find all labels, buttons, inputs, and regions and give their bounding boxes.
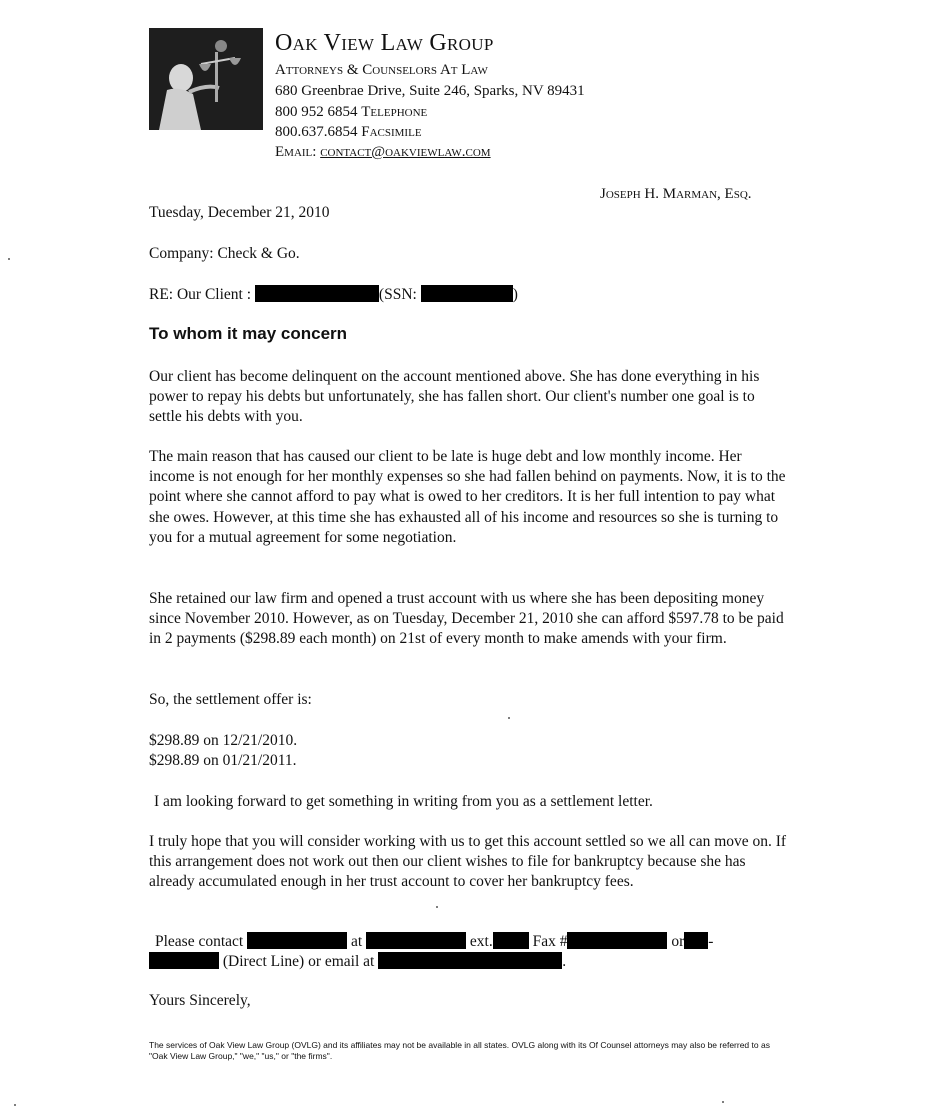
firm-phone-label: Telephone (361, 104, 428, 120)
scan-speck (436, 906, 438, 908)
contact-email-redaction (378, 952, 562, 969)
contact-or: or (671, 933, 685, 950)
offer-intro: So, the settlement offer is: (149, 691, 312, 708)
firm-address: 680 Greenbrae Drive, Suite 246, Sparks, NV 89431 (275, 83, 585, 99)
scan-speck (8, 258, 10, 260)
attorney-name: Joseph H. Marman, Esq. (600, 186, 752, 202)
firm-fax-line (275, 122, 422, 142)
payment-1: $298.89 on 12/21/2010. (149, 732, 298, 749)
lady-justice-icon (149, 28, 263, 130)
firm-email-line (275, 142, 491, 162)
contact-line-1 (155, 932, 775, 952)
firm-tagline: Attorneys & Counselors At Law (275, 62, 488, 78)
contact-ext-redaction (493, 932, 529, 949)
paragraph-4: I am looking forward to get something in writing from you as a settlement letter. (154, 793, 653, 810)
firm-name: Oak View Law Group (275, 30, 494, 56)
contact-direct-label: (Direct Line) or email at (222, 953, 375, 970)
payment-2: $298.89 on 01/21/2011. (149, 752, 297, 769)
paragraph-5: I truly hope that you will consider working with us to get this account settled so we all can move on. If this arrangement does not work out then our client wishes to file for bankruptcy because she has already accumulated enough in her trust account to cover her bankruptcy fees. (149, 833, 787, 891)
firm-phone-line (275, 102, 427, 122)
firm-fax: 800.637.6854 (275, 124, 358, 140)
firm-fax-label: Facsimile (361, 124, 422, 140)
contact-name-redaction (247, 932, 347, 949)
ssn-redaction (421, 285, 513, 302)
firm-phone: 800 952 6854 (275, 104, 358, 120)
salutation: To whom it may concern (149, 324, 348, 343)
contact-ext: ext. (469, 933, 493, 950)
contact-at: at (350, 933, 363, 950)
client-name-redaction (255, 285, 379, 302)
re-prefix: RE: Our Client : (149, 286, 252, 303)
contact-please: Please contact (155, 933, 244, 950)
contact-period: . (562, 953, 567, 970)
firm-email-label: Email: (275, 144, 317, 160)
re-line (149, 285, 789, 305)
letter-date: Tuesday, December 21, 2010 (149, 204, 330, 221)
scan-speck (508, 717, 510, 719)
contact-phone-redaction (366, 932, 466, 949)
contact-dash: - (708, 933, 714, 950)
paragraph-1: Our client has become delinquent on the account mentioned above. She has done everything in his power to repay his debts but unfortunately, she has fallen short. Our client's number one goal is to settle his debts with you. (149, 368, 760, 426)
re-ssn-label: (SSN: (378, 286, 417, 303)
closing: Yours Sincerely, (149, 992, 251, 1009)
paragraph-2: The main reason that has caused our client to be late is huge debt and low monthly income. Her income is not enough for her monthly expenses so she had fallen behind on payments. Now, it is to the point where she cannot afford to pay what is owed to her creditors. It is her full intention to pay what she owes. However, at this time she has exhausted all of his income and resources so she is turning to you for a mutual agreement for some negotiation. (149, 448, 786, 546)
contact-fax-label: Fax # (532, 933, 568, 950)
firm-email-link[interactable]: contact@oakviewlaw.com (320, 144, 491, 160)
contact-fax-redaction (567, 932, 667, 949)
re-close: ) (512, 286, 518, 303)
contact-line-2 (149, 952, 789, 972)
firm-logo-image (149, 28, 263, 130)
contact-direct-redaction-a (684, 932, 708, 949)
paragraph-3: She retained our law firm and opened a trust account with us where she has been depositing money since November 2010. However, as on Tuesday, December 21, 2010 she can afford $597.78 to be paid in 2 payments ($298.89 each month) on 21st of every month to make amends with your firm. (149, 590, 784, 648)
company-line: Company: Check & Go. (149, 245, 300, 262)
scan-speck (14, 1104, 16, 1106)
scan-speck (722, 1101, 724, 1103)
contact-direct-redaction-b (149, 952, 219, 969)
footer-disclaimer: The services of Oak View Law Group (OVLG) and its affiliates may not be available in all states. OVLG along with its Of Counsel attorneys may also be referred to as "Oak View Law Group," "we," "us," or "the firms". (149, 1040, 770, 1061)
